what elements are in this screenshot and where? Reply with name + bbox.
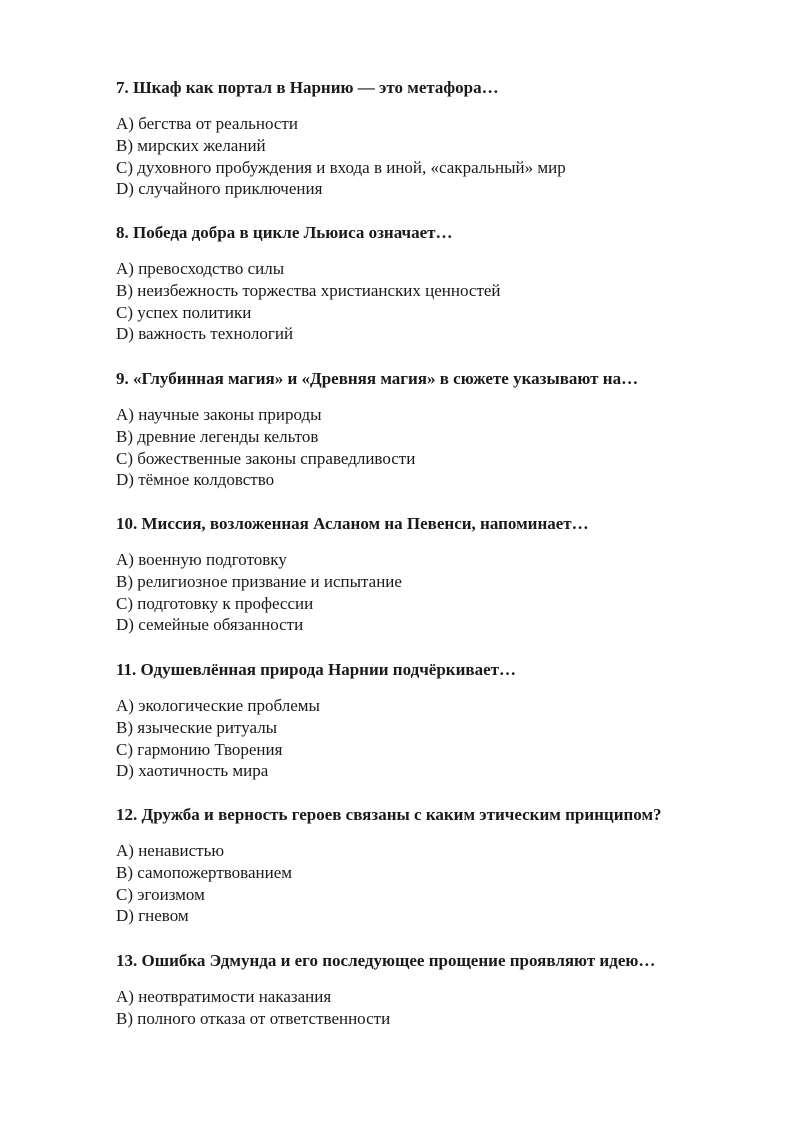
answer-option-a: A) экологические проблемы <box>116 696 320 715</box>
answer-option-d: D) важность технологий <box>116 324 294 344</box>
question-title: 10. Миссия, возложенная Асланом на Певенси, напоминает… <box>116 514 589 533</box>
question-10 <box>116 513 756 636</box>
answer-option-b: B) самопожертвованием <box>116 862 293 882</box>
answer-option-a: A) бегства от реальности <box>116 114 298 133</box>
question-title: 11. Одушевлённая природа Нарнии подчёркивает… <box>116 660 516 679</box>
answer-option-b: B) мирских желаний <box>116 135 266 155</box>
answer-options <box>116 404 756 491</box>
question-title: 7. Шкаф как портал в Нарнию — это метафора… <box>116 78 499 97</box>
question-11 <box>116 659 756 782</box>
question-13 <box>116 950 756 1030</box>
question-title: 8. Победа добра в цикле Льюиса означает… <box>116 223 453 242</box>
answer-option-a: A) военную подготовку <box>116 550 287 569</box>
answer-option-d: D) случайного приключения <box>116 179 323 199</box>
answer-option-b: B) полного отказа от ответственности <box>116 1008 391 1028</box>
answer-options <box>116 113 756 200</box>
question-title: 9. «Глубинная магия» и «Древняя магия» в сюжете указывают на… <box>116 369 639 388</box>
answer-option-a: A) неотвратимости наказания <box>116 987 332 1006</box>
question-title: 13. Ошибка Эдмунда и его последующее прощение проявляют идею… <box>116 951 656 970</box>
answer-option-a: A) превосходство силы <box>116 259 285 278</box>
answer-option-b: B) религиозное призвание и испытание <box>116 571 402 591</box>
answer-option-b: B) древние легенды кельтов <box>116 426 319 446</box>
answer-options <box>116 840 756 927</box>
answer-option-c: C) успех политики <box>116 302 252 322</box>
answer-options <box>116 695 756 782</box>
answer-option-a: A) ненавистью <box>116 841 225 860</box>
answer-option-d: D) гневом <box>116 906 189 926</box>
answer-option-d: D) семейные обязанности <box>116 615 304 635</box>
question-9 <box>116 368 756 491</box>
answer-option-a: A) научные законы природы <box>116 405 322 424</box>
answer-option-b: B) неизбежность торжества христианских ценностей <box>116 280 501 300</box>
answer-options <box>116 549 756 636</box>
answer-option-c: C) гармонию Творения <box>116 739 283 759</box>
answer-option-c: C) подготовку к профессии <box>116 593 314 613</box>
question-12 <box>116 804 756 927</box>
question-title: 12. Дружба и верность героев связаны с каким этическим принципом? <box>116 805 662 824</box>
answer-options <box>116 258 756 345</box>
answer-option-c: C) духовного пробуждения и входа в иной, «сакральный» мир <box>116 157 566 177</box>
answer-option-c: C) божественные законы справедливости <box>116 448 416 468</box>
answer-option-d: D) хаотичность мира <box>116 761 269 781</box>
answer-options <box>116 986 756 1030</box>
answer-option-c: C) эгоизмом <box>116 884 205 904</box>
question-7 <box>116 77 756 200</box>
answer-option-d: D) тёмное колдовство <box>116 470 275 490</box>
answer-option-b: B) языческие ритуалы <box>116 717 278 737</box>
question-8 <box>116 222 756 345</box>
